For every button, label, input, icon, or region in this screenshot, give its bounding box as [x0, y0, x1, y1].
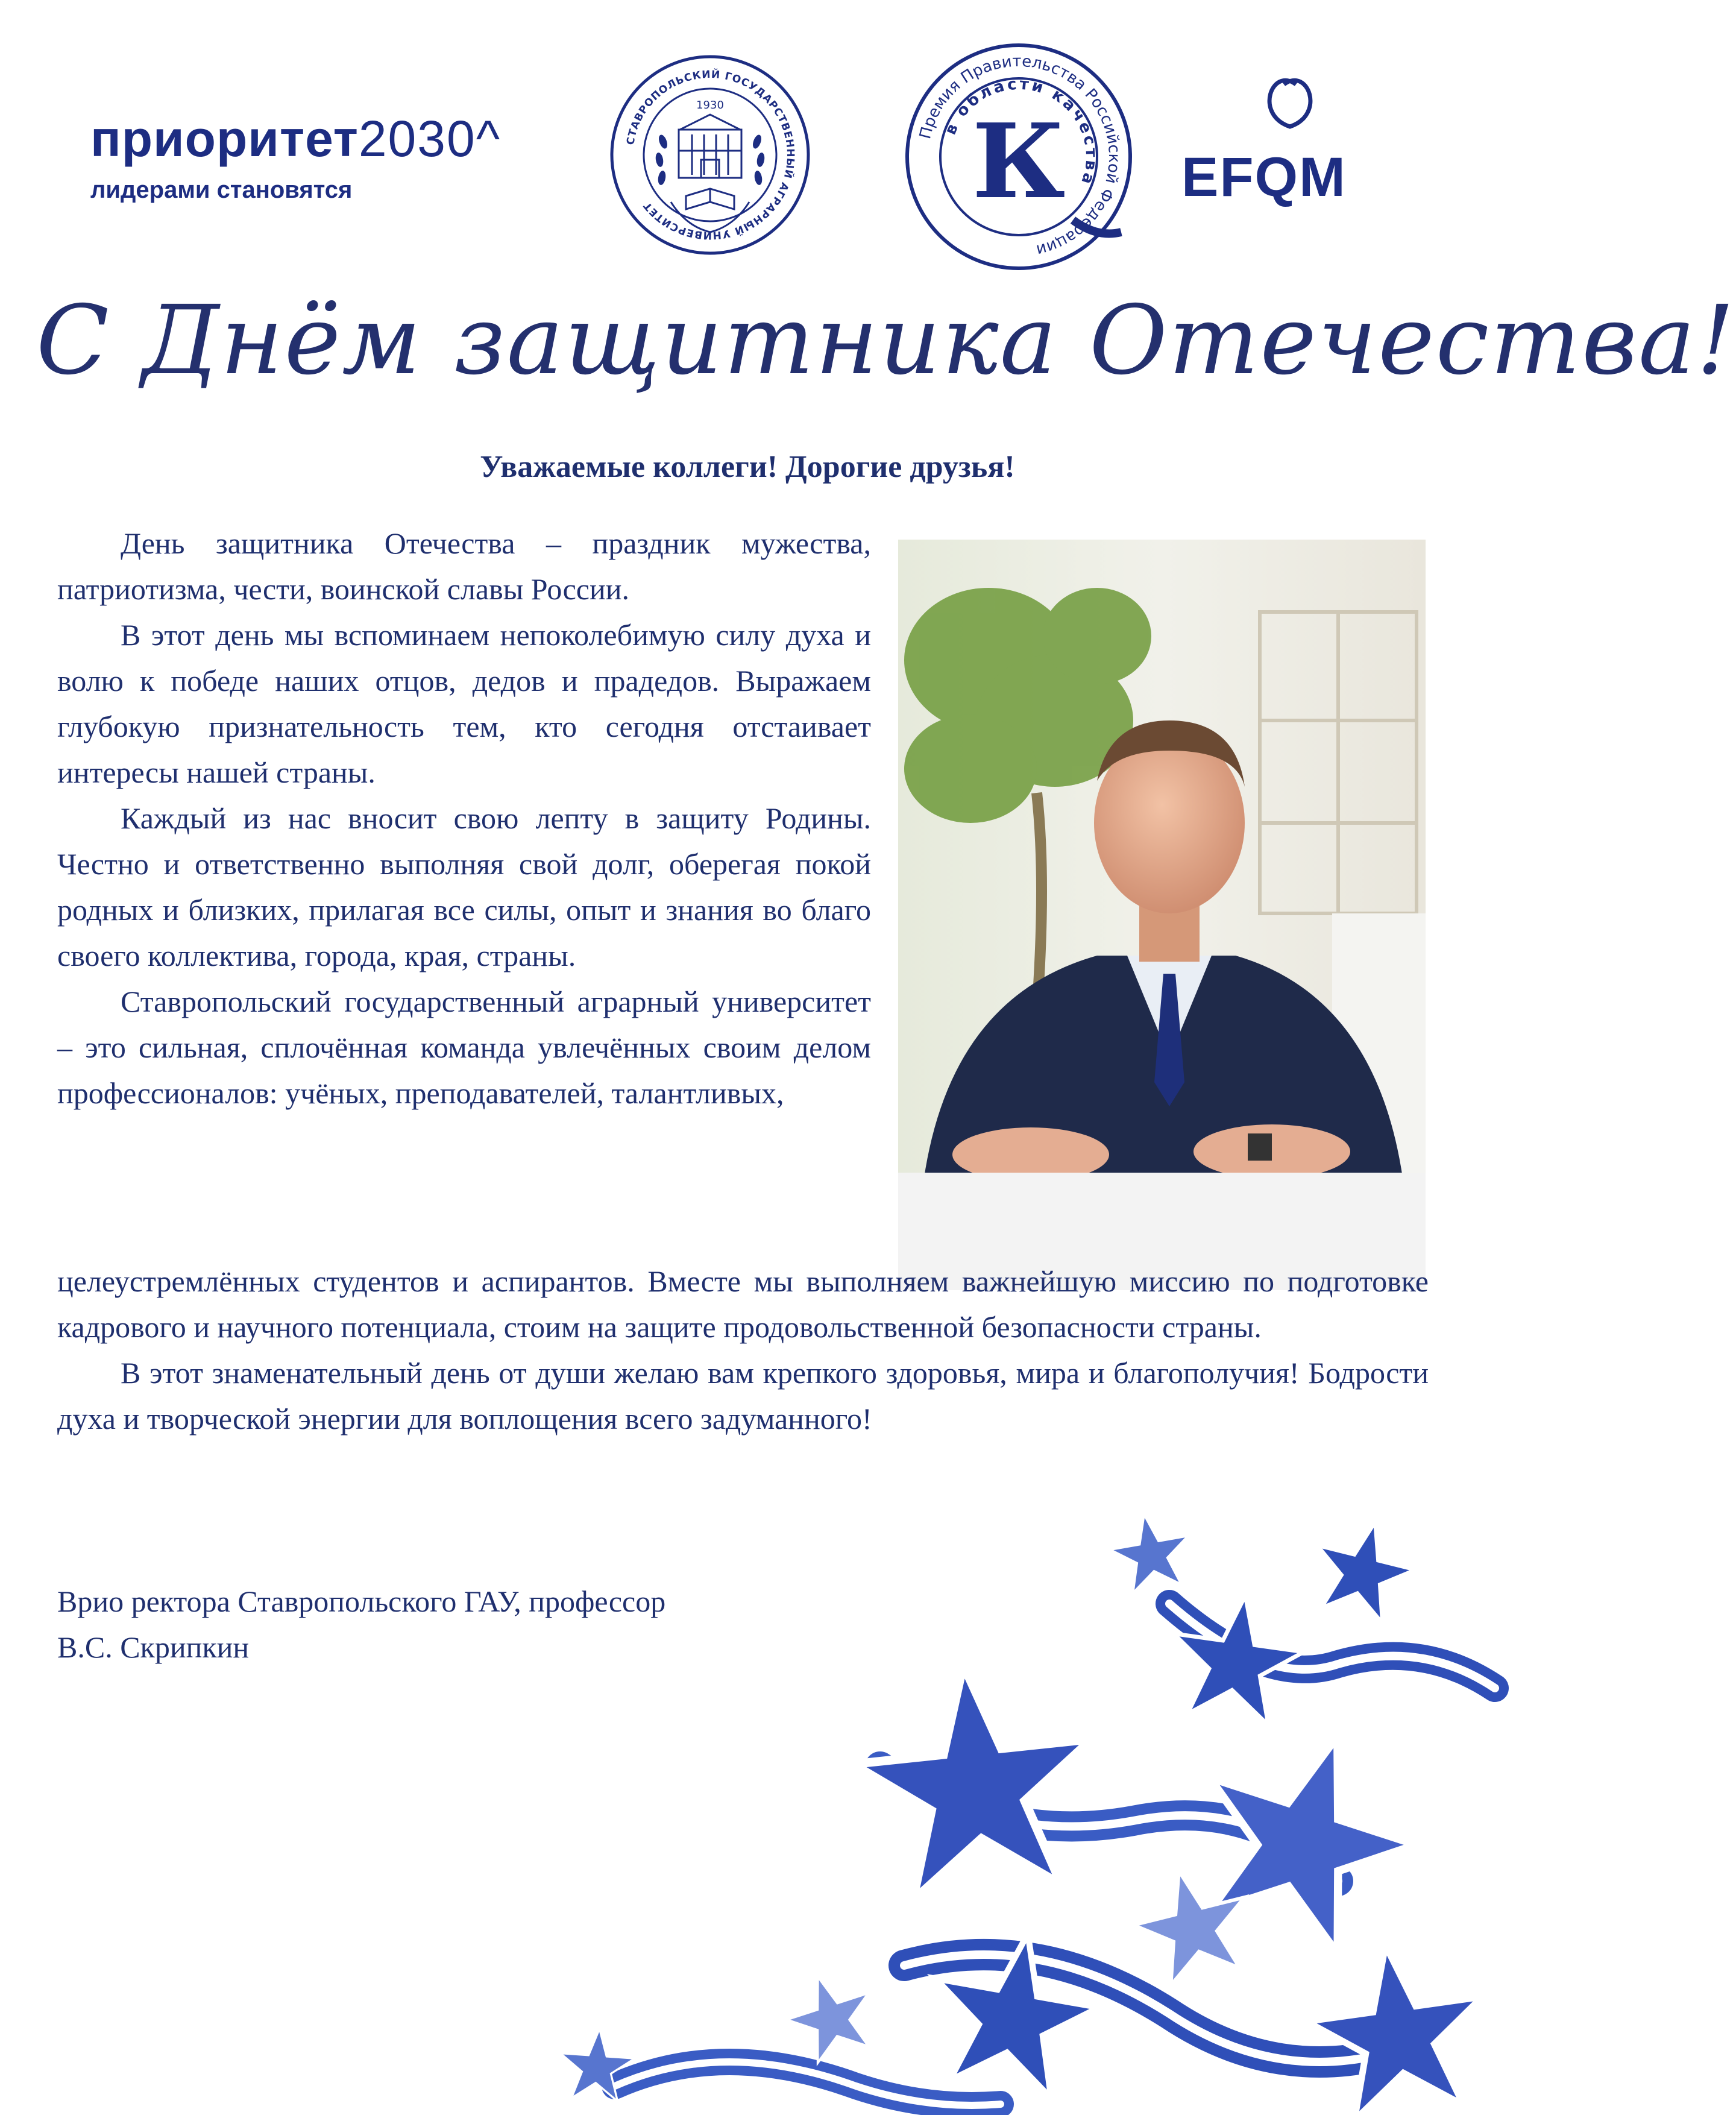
- signature-name: В.С. Скрипкин: [57, 1630, 250, 1664]
- quality-seal-inner-text: в области качества: [941, 75, 1101, 189]
- quality-seal-outer-text: Премия Правительства Российской Федерации: [916, 52, 1124, 259]
- star-icon: [1305, 1512, 1422, 1625]
- paragraph: Каждый из нас вносит свою лепту в защиту Родины. Честно и ответственно выполняя свой долг, оберегая покой родных и близких, прилагая все силы, опыт и знания во благо своего коллектива, города, края, страны.: [57, 801, 871, 972]
- efqm-text: EFQM: [1181, 147, 1347, 208]
- university-seal-year: 1930: [696, 99, 724, 112]
- priority-logo-tagline: лидерами становятся: [90, 177, 353, 203]
- star-icon: [1104, 1507, 1197, 1596]
- signature-position: Врио ректора Ставропольского ГАУ, профессор: [57, 1584, 666, 1618]
- priority-logo-wordmark: [90, 112, 573, 166]
- paragraph: В этот знаменательный день от души желаю вам крепкого здоровья, мира и благополучия! Бодрости духа и творческой энергии для воплощения всего задуманного!: [57, 1356, 1429, 1436]
- stars-ribbon-decoration: [542, 1507, 1495, 2115]
- page-title: С Днём защитника Отечества!: [36, 285, 1736, 396]
- university-seal-ring-text: СТАВРОПОЛЬСКИЙ ГОСУДАРСТВЕННЫЙ АГРАРНЫЙ УНИВЕРСИТЕТ: [624, 68, 797, 242]
- star-icon: [1298, 1933, 1497, 2115]
- letter-text-top: [57, 520, 871, 1116]
- efqm-logo: [1175, 72, 1356, 208]
- priority-2030-logo: [90, 112, 573, 220]
- greeting: Уважаемые коллеги! Дорогие друзья!: [480, 450, 1015, 484]
- priority-logo-year: 2030^: [358, 110, 502, 167]
- university-seal: [608, 51, 813, 259]
- star-icon: [844, 1652, 1107, 1905]
- paragraph: В этот день мы вспоминаем непоколебимую силу духа и волю к победе наших отцов, дедов и прадедов. Выражаем глубокую признательность тем, кто сегодня отстаивает интересы нашей страны.: [57, 618, 871, 789]
- rector-portrait-photo: [898, 540, 1426, 1290]
- paragraph: целеустремлённых студентов и аспирантов. Вместе мы выполняем важнейшую миссию по подготовке кадрового и научного потенциала, стоим на защите продовольственной безопасности страны.: [57, 1264, 1429, 1344]
- star-icon: [777, 1964, 884, 2068]
- infinity-icon: [1269, 80, 1310, 127]
- quality-seal-letter: К: [972, 101, 1066, 222]
- university-building-icon: [679, 115, 741, 178]
- paragraph: Ставропольский государственный аграрный университет – это сильная, сплочённая команда увлечённых своим делом профессионалов: учёных, преподавателей, талантливых,: [57, 985, 871, 1110]
- letter-text-bottom: [57, 1258, 1429, 1442]
- priority-logo-word: приоритет: [90, 110, 359, 167]
- paragraph: День защитника Отечества – праздник мужества, патриотизма, чести, воинской славы России.: [57, 526, 871, 606]
- quality-award-seal: [898, 39, 1139, 274]
